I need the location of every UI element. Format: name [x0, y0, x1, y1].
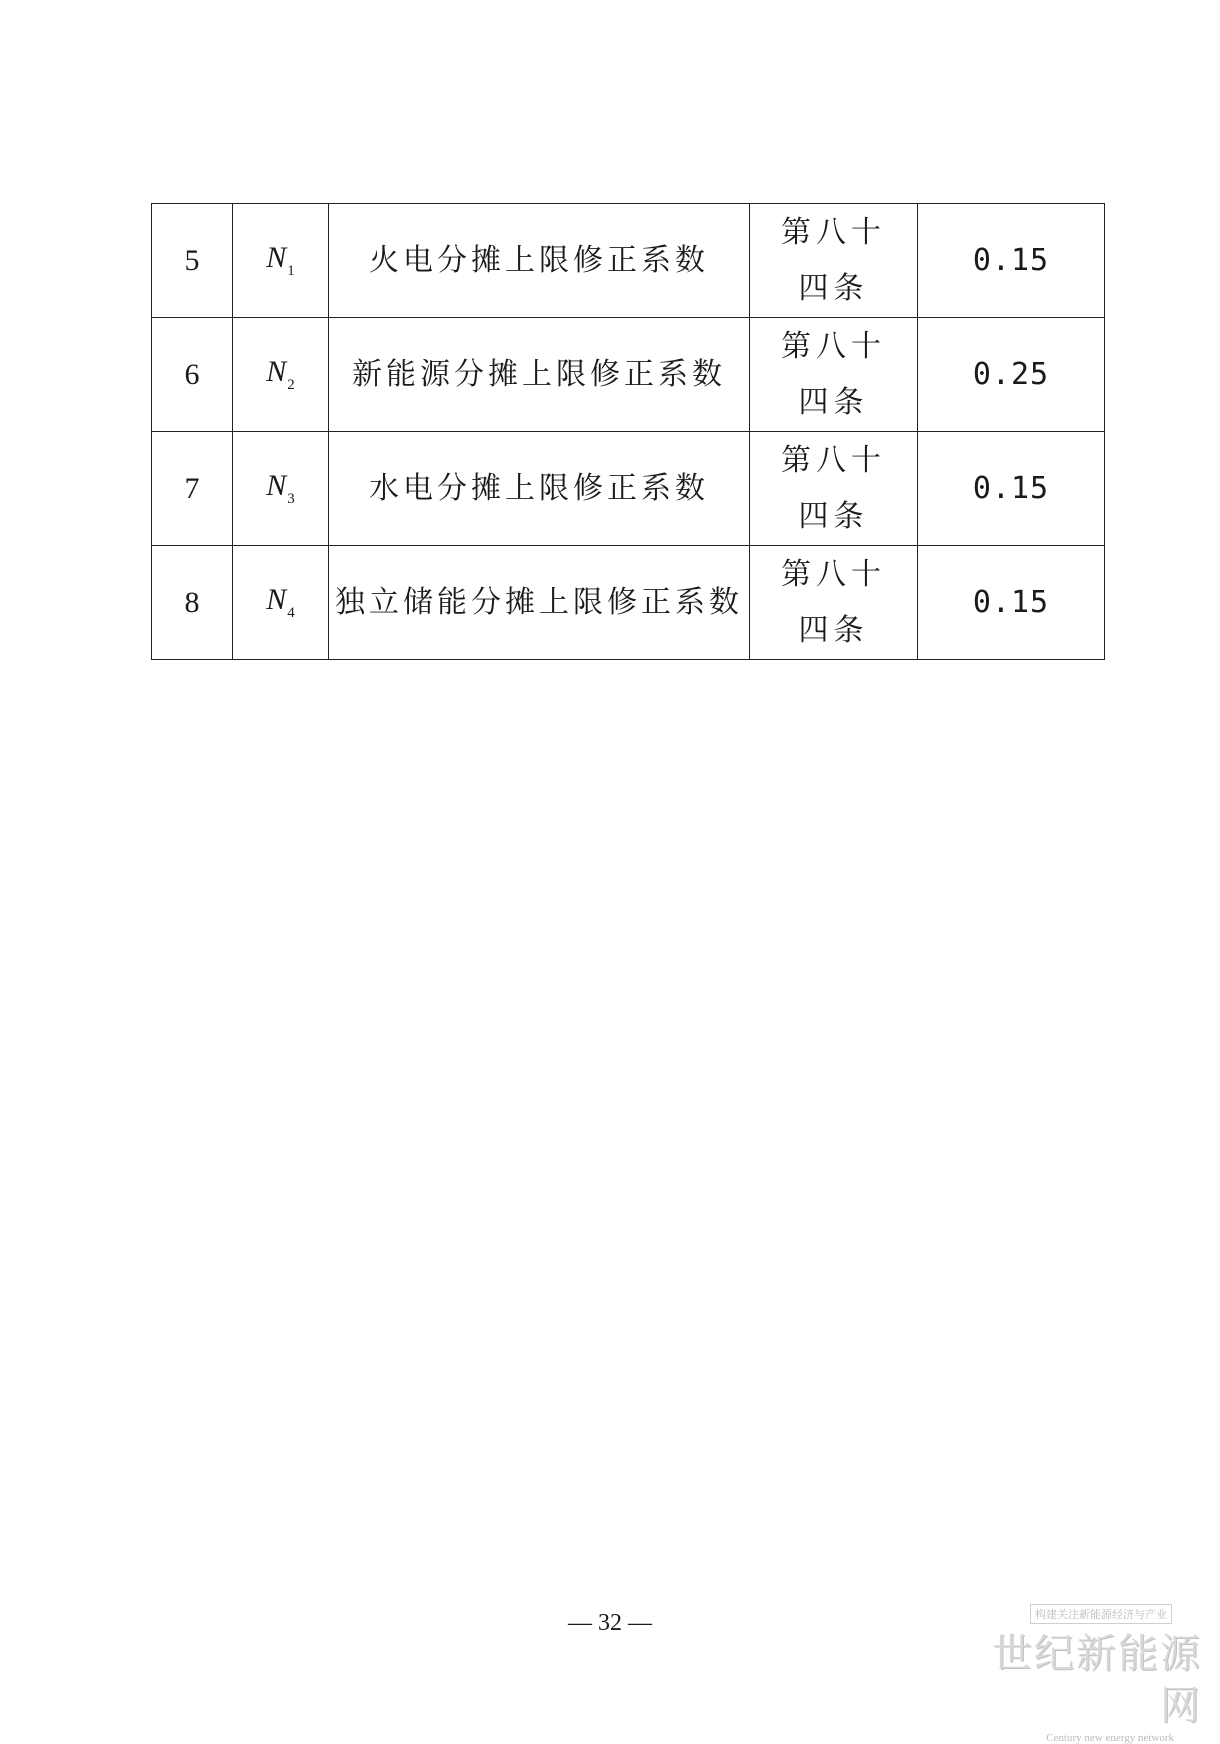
row-index: 8 [152, 546, 233, 660]
watermark-logo [982, 1603, 1202, 1744]
watermark-title: 世纪新能源网 [992, 1631, 1202, 1729]
row-name: 水电分摊上限修正系数 [329, 432, 750, 546]
row-clause [750, 318, 918, 432]
row-clause [750, 204, 918, 318]
row-value: 0.15 [918, 204, 1105, 318]
row-symbol [233, 432, 329, 546]
watermark-subtitle: Century new energy network [1046, 1732, 1174, 1744]
symbol-letter: N [266, 583, 287, 616]
row-value: 0.15 [918, 546, 1105, 660]
row-index: 6 [152, 318, 233, 432]
symbol-subscript: 2 [287, 377, 295, 393]
row-name: 独立储能分摊上限修正系数 [329, 546, 750, 660]
table-row [152, 204, 1105, 318]
clause-text: 第八十四条 [781, 328, 886, 420]
table-row [152, 432, 1105, 546]
row-value: 0.25 [918, 318, 1105, 432]
symbol-subscript: 1 [287, 263, 295, 279]
row-index: 7 [152, 432, 233, 546]
row-name: 火电分摊上限修正系数 [329, 204, 750, 318]
row-index: 5 [152, 204, 233, 318]
clause-text: 第八十四条 [781, 214, 886, 306]
clause-text: 第八十四条 [781, 442, 886, 534]
row-symbol [233, 546, 329, 660]
symbol-subscript: 4 [287, 605, 295, 621]
row-symbol [233, 318, 329, 432]
clause-text: 第八十四条 [781, 556, 886, 648]
symbol-letter: N [266, 469, 287, 502]
row-name: 新能源分摊上限修正系数 [329, 318, 750, 432]
table-row [152, 546, 1105, 660]
row-value: 0.15 [918, 432, 1105, 546]
row-clause [750, 432, 918, 546]
row-clause [750, 546, 918, 660]
symbol-letter: N [266, 241, 287, 274]
symbol-subscript: 3 [287, 491, 295, 507]
parameter-table [151, 203, 1105, 660]
row-symbol [233, 204, 329, 318]
table-row [152, 318, 1105, 432]
symbol-letter: N [266, 355, 287, 388]
page-number: — 32 — [568, 1610, 652, 1636]
watermark-slogan: 构建关注新能源经济与产业 [1030, 1604, 1172, 1624]
